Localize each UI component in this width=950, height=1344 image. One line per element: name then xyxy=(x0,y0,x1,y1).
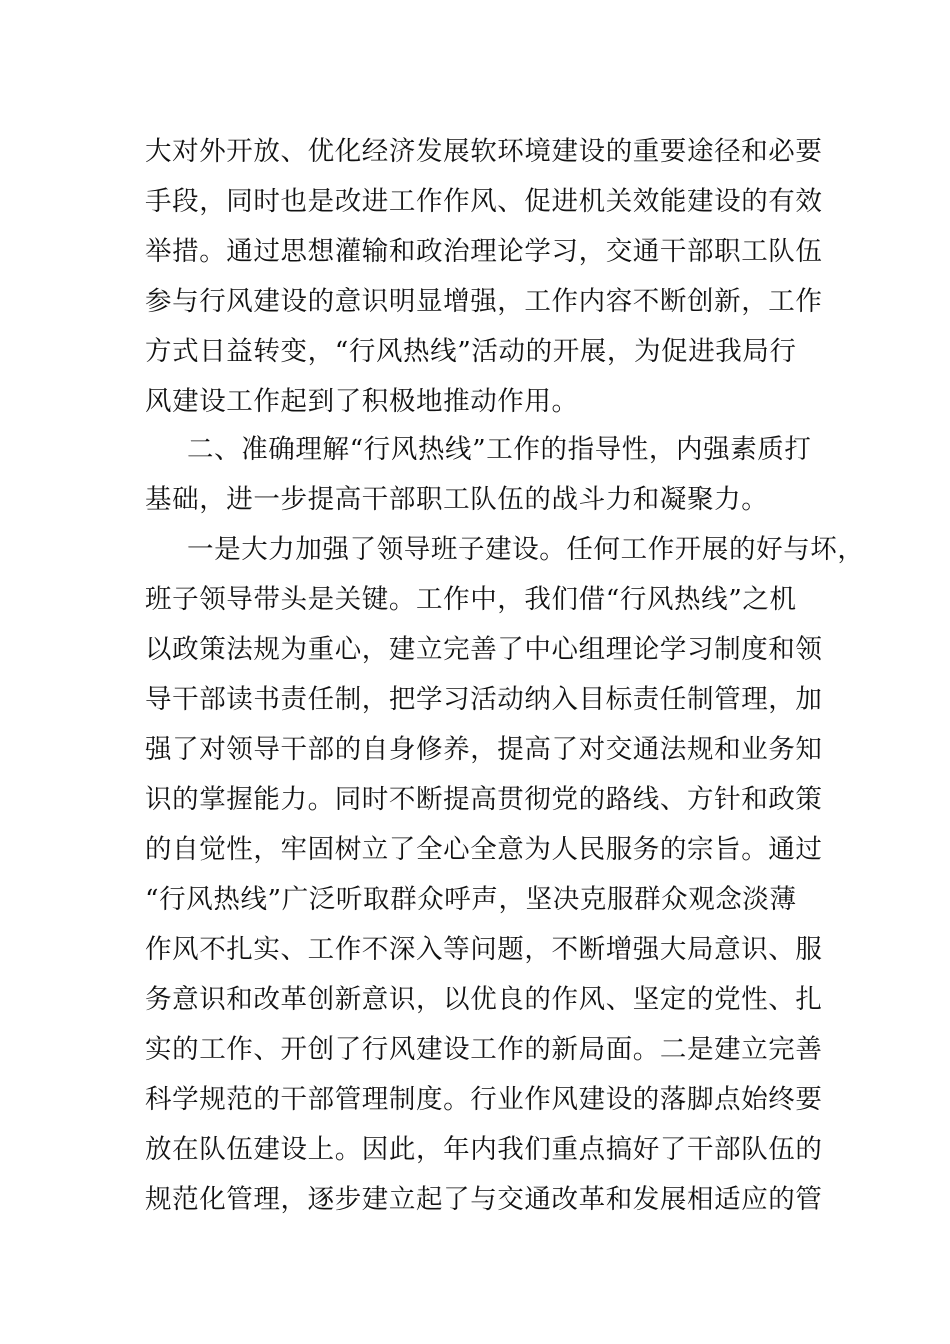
text-line: 举措。通过思想灌输和政治理论学习，交通干部职工队伍 xyxy=(145,236,823,267)
text-line: 导干部读书责任制，把学习活动纳入目标责任制管理，加 xyxy=(145,684,823,715)
text-line: 大对外开放、优化经济发展软环境建设的重要途径和必要 xyxy=(145,136,823,167)
text-line: 以政策法规为重心，建立完善了中心组理论学习制度和领 xyxy=(145,634,823,665)
text-line: 方式日益转变，“行风热线”活动的开展，为促进我局行 xyxy=(145,336,797,367)
text-line: “行风热线”广泛听取群众呼声，坚决克服群众观念淡薄 xyxy=(145,884,797,915)
text-line: 放在队伍建设上。因此，年内我们重点搞好了干部队伍的 xyxy=(145,1134,823,1165)
text-line: 强了对领导干部的自身修养，提高了对交通法规和业务知 xyxy=(145,734,823,765)
text-line: 手段，同时也是改进工作作风、促进机关效能建设的有效 xyxy=(145,186,823,217)
text-line: 识的掌握能力。同时不断提高贯彻党的路线、方针和政策 xyxy=(145,784,823,815)
text-line: 的自觉性，牢固树立了全心全意为人民服务的宗旨。通过 xyxy=(145,834,823,865)
text-line: 实的工作、开创了行风建设工作的新局面。二是建立完善 xyxy=(145,1034,823,1065)
section-heading-line: 二、准确理解“行风热线”工作的指导性，内强素质打 xyxy=(187,434,812,465)
text-line: 规范化管理，逐步建立起了与交通改革和发展相适应的管 xyxy=(145,1184,823,1215)
text-line: 风建设工作起到了积极地推动作用。 xyxy=(145,386,579,417)
text-line: 班子领导带头是关键。工作中，我们借“行风热线”之机 xyxy=(145,584,797,615)
text-line: 参与行风建设的意识明显增强，工作内容不断创新，工作 xyxy=(145,286,823,317)
text-line: 务意识和改革创新意识，以优良的作风、坚定的党性、扎 xyxy=(145,984,823,1015)
text-line: 作风不扎实、工作不深入等问题，不断增强大局意识、服 xyxy=(145,934,823,965)
section-heading-line: 基础，进一步提高干部职工队伍的战斗力和凝聚力。 xyxy=(145,484,769,515)
text-line: 一是大力加强了领导班子建设。任何工作开展的好与坏， xyxy=(187,534,865,565)
text-line: 科学规范的干部管理制度。行业作风建设的落脚点始终要 xyxy=(145,1084,823,1115)
